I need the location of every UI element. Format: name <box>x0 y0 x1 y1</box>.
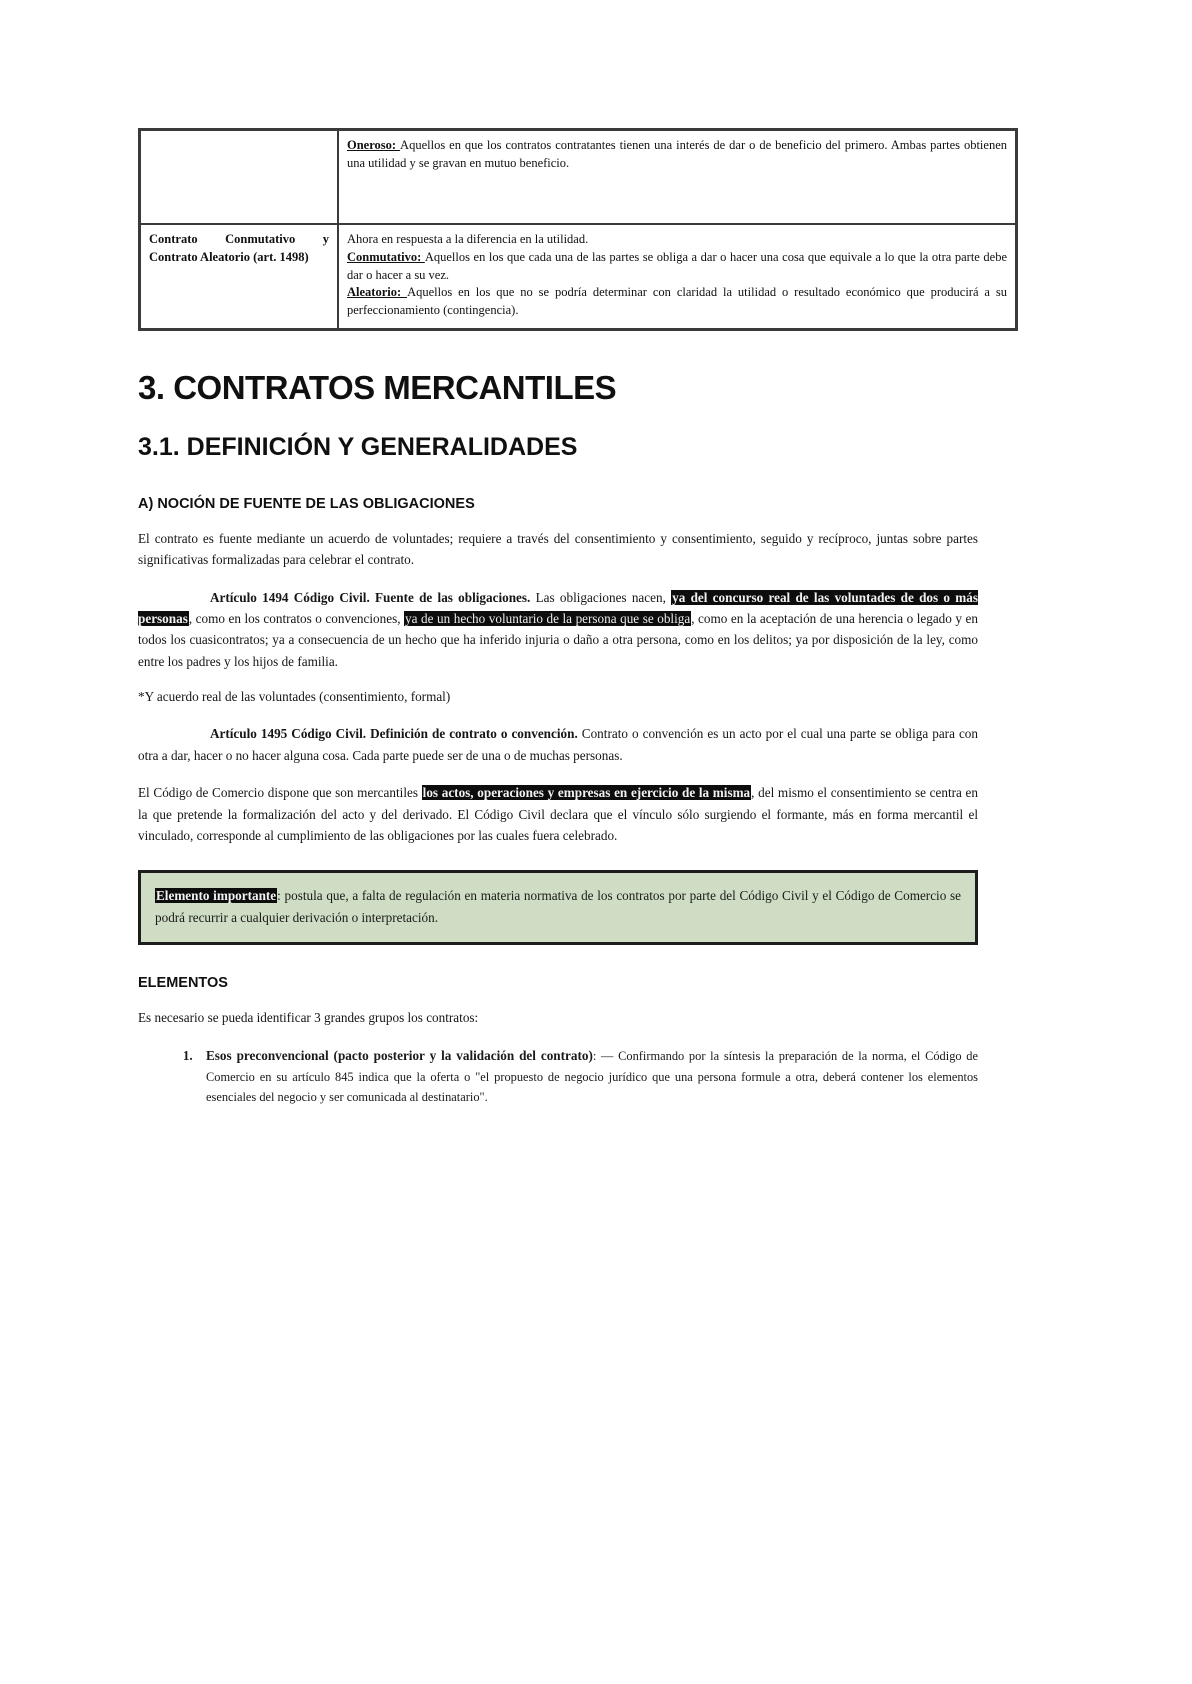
paragraph-article-1494 <box>138 587 978 673</box>
definition-aleatorio: Aquellos en los que no se podría determinar con claridad la utilidad o resultado económico que producirá a su perfeccionamiento (contingencia). <box>347 285 1007 317</box>
table-cell-definition <box>338 130 1017 225</box>
table-cell-definition <box>338 224 1017 329</box>
callout-text: : postula que, a falta de regulación en materia normativa de los contratos por parte del Código Civil y el Código de Comercio se podrá recurrir a cualquier derivación o interpretación. <box>155 888 961 925</box>
definition-oneroso: Aquellos en que los contratos contratantes tienen una interés de dar o de beneficio del primero. Ambas partes obtienen una utilidad y se gravan en mutuo beneficio. <box>347 138 1007 170</box>
page-title: 3. CONTRATOS MERCANTILES <box>138 368 617 406</box>
paragraph-intro: El contrato es fuente mediante un acuerdo de voluntades; requiere a través del consentimiento y consentimiento, seguido y recíproco, juntas sobre partes significativas formalizadas para celebrar el contrato. <box>138 530 978 568</box>
document-content <box>138 128 1007 1116</box>
article-1495-label: Artículo 1495 Código Civil. Definición de contrato o convención. <box>210 726 582 742</box>
article-1494-text-b: , como en los contratos o convenciones, <box>188 610 405 626</box>
callout-highlight-label: Elemento importante <box>156 888 277 904</box>
section-heading: 3.1. DEFINICIÓN Y GENERALIDADES <box>138 432 578 461</box>
comercio-highlight: los actos, operaciones y empresas en ejercicio de la misma <box>422 785 751 801</box>
contract-groups-list <box>138 1046 978 1107</box>
term-aleatorio: Aleatorio: <box>347 285 408 300</box>
table-cell-term: Contrato Conmutativo y Contrato Aleatorio (art. 1498) <box>140 224 339 329</box>
table-row <box>140 130 1017 225</box>
article-1494-text-c: , como en la aceptación de una herencia o legado y en todos los cuasicontratos; ya a consecuencia de un hecho que ha inferido injuria o daño a otra persona, como en los delitos; ya por disposición de la ley, como entre los padres y los hijos de familia. <box>138 610 978 669</box>
table-cell-term <box>140 130 339 225</box>
term-conmutativo: Conmutativo: <box>347 249 425 264</box>
paragraph-article-1495 <box>138 723 978 766</box>
article-1495-text: Contrato o convención es un acto por el cual una parte se obliga para con otra a dar, hacer o no hacer alguna cosa. Cada parte puede ser de una o de muchas personas. <box>138 726 978 763</box>
article-1494-label: Artículo 1494 Código Civil. Fuente de las obligaciones. <box>210 589 536 605</box>
subsection-heading: A) NOCIÓN DE FUENTE DE LAS OBLIGACIONES <box>138 495 475 512</box>
list-item-lead: Esos preconvencional (pacto posterior y la validación del contrato) <box>206 1048 593 1064</box>
article-1494-highlight-b: ya de un hecho voluntario de la persona que se obliga <box>405 610 691 626</box>
term-oneroso: Oneroso: <box>347 138 401 152</box>
article-1494-text-a: Las obligaciones nacen, <box>535 589 672 605</box>
definition-intro: Ahora en respuesta a la diferencia en la utilidad. <box>347 232 589 246</box>
list-item <box>196 1046 978 1107</box>
paragraph-groups-intro: Es necesario se pueda identificar 3 grandes grupos los contratos: <box>138 1010 479 1025</box>
comercio-text-a: El Código de Comercio dispone que son mercantiles <box>138 785 422 801</box>
article-1494-highlight-a: ya del concurso real de las voluntades de dos o más personas <box>138 589 978 626</box>
contract-types-table <box>138 128 1018 331</box>
table-row <box>140 224 1017 329</box>
important-callout <box>138 870 978 945</box>
paragraph-note: *Y acuerdo real de las voluntades (consentimiento, formal) <box>138 689 451 704</box>
definition-conmutativo: Aquellos en los que cada una de las partes se obliga a dar o hacer una cosa que equivale a lo que la otra parte debe dar o hacer a su vez. <box>347 249 1007 282</box>
list-item-text: : — Confirmando por la síntesis la preparación de la norma, el Código de Comercio en su artículo 845 indica que la oferta o "el propuesto de negocio jurídico que una persona formule a otra, deberá contener los elementos esenciales del negocio y ser comunicada al destinatario". <box>206 1049 978 1105</box>
paragraph-codigo-comercio <box>138 782 978 846</box>
elements-heading: ELEMENTOS <box>138 975 228 991</box>
comercio-text-b: , del mismo el consentimiento se centra en la que pretende la formalización del acto y del derivado. El Código Civil declara que el vínculo sólo surgiendo el formante, más en forma mercantil el vinculado, corresponde al cumplimiento de las obligaciones por las cuales fuera celebrado. <box>138 785 978 843</box>
